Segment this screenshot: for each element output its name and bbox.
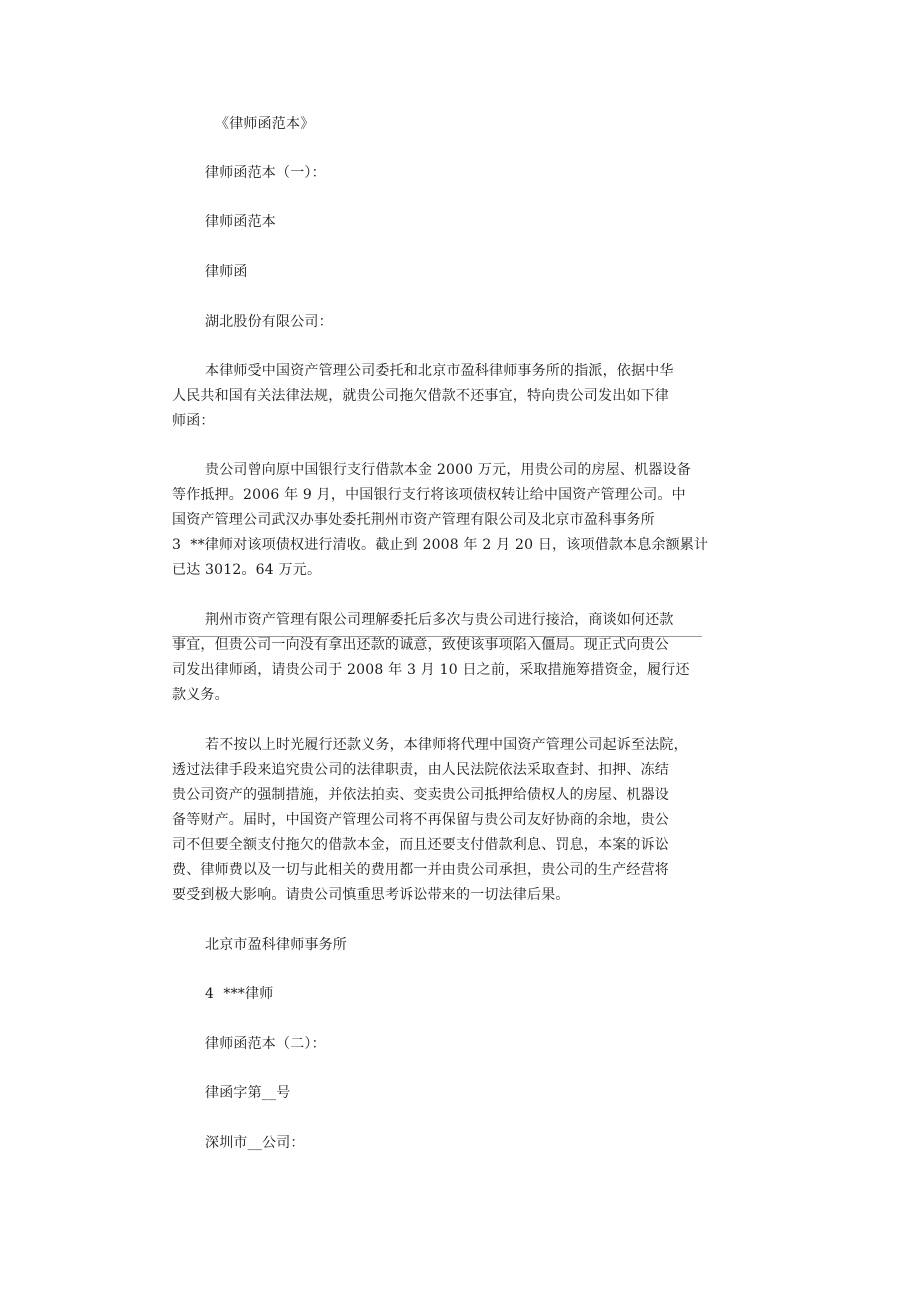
letter-title: 律师函: [205, 264, 248, 280]
paragraph-3-line: 荆州市资产管理有限公司理解委托后多次与贵公司进行接洽，商谈如何还款: [205, 612, 674, 628]
paragraph-2-line: 国资产管理公司武汉办事处委托荆州市资产管理有限公司及北京市盈科事务所: [172, 512, 655, 528]
template1-heading: 律师函范本（一）：: [205, 165, 326, 181]
paragraph-1-line: 本律师受中国资产管理公司委托和北京市盈科律师事务所的指派，依据中华: [205, 363, 674, 379]
paragraph-3-line: 事宜，但贵公司一向没有拿出还款的诚意，致使该事项陷入僵局。现正式向贵公: [172, 637, 669, 653]
reference-number: 律函字第__号: [205, 1085, 291, 1101]
document-title: 《律师函范本》: [215, 116, 315, 132]
paragraph-2-line: 已达 3012。64 万元。: [172, 562, 322, 578]
addressee: 湖北股份有限公司：: [205, 314, 333, 330]
template1-subheading: 律师函范本: [205, 214, 276, 230]
paragraph-4-line: 若不按以上时光履行还款义务，本律师将代理中国资产管理公司起诉至法院，: [205, 737, 688, 753]
paragraph-4-line: 备等财产。届时，中国资产管理公司将不再保留与贵公司友好协商的余地，贵公: [172, 812, 669, 828]
paragraph-3-line: 司发出律师函，请贵公司于 2008 年 3 月 10 日之前，采取措施筹措资金，履行还: [172, 662, 690, 678]
paragraph-2-line: 贵公司曾向原中国银行支行借款本金 2000 万元，用贵公司的房屋、机器设备: [205, 462, 691, 478]
paragraph-4-line: 费、律师费以及一切与此相关的费用都一并由贵公司承担，贵公司的生产经营将: [172, 862, 669, 878]
template2-addressee: 深圳市__公司：: [205, 1135, 305, 1151]
paragraph-2-line: 3 **律师对该项债权进行清收。截止到 2008 年 2 月 20 日，该项借款本息余额累计: [172, 537, 709, 553]
signature-lawyer: 4 ***律师: [205, 986, 274, 1002]
paragraph-4-line: 司不但要全额支付拖欠的借款本金，而且还要支付借款利息、罚息，本案的诉讼: [172, 837, 669, 853]
paragraph-4-line: 要受到极大影响。请贵公司慎重思考诉讼带来的一切法律后果。: [172, 887, 570, 903]
paragraph-2-line: 等作抵押。2006 年 9 月，中国银行支行将该项债权转让给中国资产管理公司。中: [172, 487, 686, 503]
paragraph-3-line: 款义务。: [172, 687, 229, 703]
paragraph-4-line: 透过法律手段来追究贵公司的法律职责，由人民法院依法采取查封、扣押、冻结: [172, 762, 669, 778]
paragraph-1-line: 师函：: [172, 413, 215, 429]
paragraph-1-line: 人民共和国有关法律法规，就贵公司拖欠借款不还事宜，特向贵公司发出如下律: [172, 388, 669, 404]
signature-firm: 北京市盈科律师事务所: [205, 937, 347, 953]
paragraph-4-line: 贵公司资产的强制措施，并依法拍卖、变卖贵公司抵押给债权人的房屋、机器设: [172, 787, 669, 803]
template2-heading: 律师函范本（二）：: [205, 1036, 326, 1052]
